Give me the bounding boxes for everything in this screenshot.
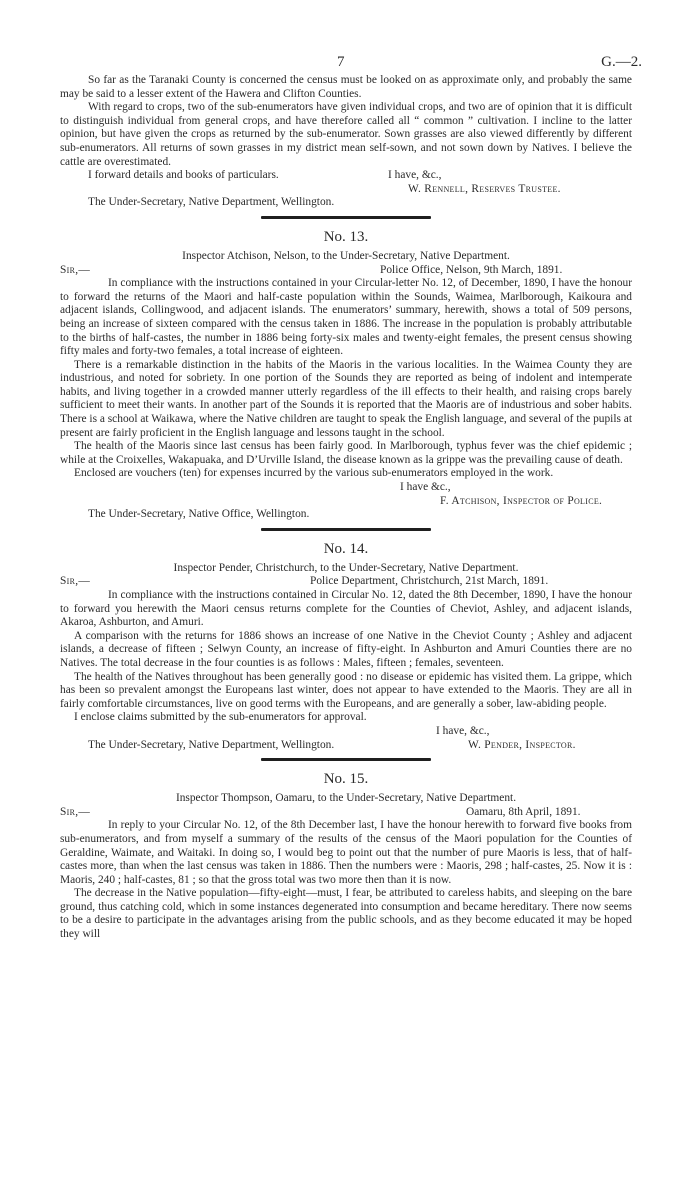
intro-signature-line [60,183,632,197]
section-13-signature-line [60,495,632,509]
document-page [60,54,642,942]
section-14-paragraph-2: A comparison with the returns for 1886 shows an increase of one Native in the Cheviot County ; Ashley and adjacent islands, a decrease of fifteen ; Selwyn County, an increase of fifty-eight. In Ashburton and Amuri Counties there are no Natives. The total decrease in the four counties is as follows : Males, fifteen ; females, seventeen. [60,629,632,669]
section-divider [261,758,431,761]
intro-paragraph-2: With regard to crops, two of the sub-enumerators have given individual crops, and two are of opinion that it is difficult to distinguish individual from general crops, and have therefore called all “ common ” cultivation. I incline to the latter opinion, but have given the crops as returned by the sub-enumerator. Sown grasses are also viewed differently by different sub-enumerators. All returns of sown grasses in my district mean self-sown, and not sown down by Natives. I believe the cattle are overestimated. [60,101,632,168]
section-divider [261,528,431,531]
section-14-signature: W. Pender, Inspector. [468,738,576,751]
section-13-i-have: I have &c., [400,481,451,494]
section-14-subheading: Inspector Pender, Christchurch, to the Under-Secretary, Native Department. [173,561,519,574]
section-15-place-date: Oamaru, 8th April, 1891. [466,805,581,818]
section-13-number: No. 13. [323,228,369,245]
intro-i-have: I have, &c., [388,169,442,182]
intro-forward-line [60,169,632,183]
section-13-salutation: Sir,— [60,263,91,276]
section-13-place-date: Police Office, Nelson, 9th March, 1891. [380,263,563,276]
section-14-paragraph-3: The health of the Natives throughout has been generally good : no disease or epidemic has visited them. La grippe, which has been so prevalent amongst the Europeans last winter, does not appear to have extended to the Maoris. They are all in fairly comfortable circumstances, live on good terms with the Europeans, and are generally a sober, law-abiding people. [60,670,632,710]
section-13-salutation-line [60,264,632,278]
section-14-closing-line [60,739,632,753]
section-14-addressee: The Under-Secretary, Native Department, Wellington. [88,738,335,751]
intro-addressee-line [60,196,632,210]
section-15-salutation-line [60,806,632,820]
section-13-paragraph-1: In compliance with the instructions contained in your Circular-letter No. 12, of December, 1890, I have the honour to forward the returns of the Maori and half-caste population within the Sounds, Waimea, Marlborough, Kaikoura and adjacent islands, Collingwood, and adjacent islands. The enumerators’ summary, herewith, shows a total of 509 persons, being an increase of sixteen compared with the census taken in 1886. The increase in the population is probably attributable to the births of half-castes, the number in 1886 being forty-six males and twenty-eight females, the present census showing fifty males and forty-two females, a total increase of eighteen. [60,277,632,358]
section-15-number: No. 15. [323,771,369,788]
section-15-paragraph-1: In reply to your Circular No. 12, of the 8th December last, I have the honour herewith to forward five books from sub-enumerators, and from myself a summary of the results of the census of the Maori population for the Counties of Geraldine, Waimate, and Waitaki. In doing so, I would beg to point out that the number of pure Maoris is less, that of half-castes more, than when the last census was taken in 1886. Then the numbers were : Maoris, 298 ; half-castes, 25. Now it is : Maoris, 240 ; half-castes, 81 ; so that the gross total was two more then than it is now. [60,819,632,886]
section-15-salutation: Sir,— [60,805,91,818]
section-13-signature: F. Atchison, Inspector of Police. [440,494,603,507]
section-14-number: No. 14. [323,540,369,557]
intro-paragraph-1: So far as the Taranaki County is concerned the census must be looked on as approximate only, and probably the same may be said to a lesser extent of the Hawera and Clifton Counties. [60,74,632,100]
section-divider [261,216,431,219]
section-15-subheading: Inspector Thompson, Oamaru, to the Under-Secretary, Native Department. [175,792,517,805]
section-14-i-have: I have, &c., [436,724,490,737]
page-header [60,54,642,74]
section-13-paragraph-2: There is a remarkable distinction in the habits of the Maoris in the various localities. In the Waimea County they are industrious, and noted for sobriety. In one portion of the Sounds they are reported as being of indolent and intemperate habits, and living together in a crowded manner utterly regardless of the ill effects to their health, and raising crops barely sufficient to meet their wants. In another part of the Sounds it is reported that the Maoris are of industrious and sober habits. There is a school at Waikawa, where the Native children are taught to speak the English language, and several of the pupils at present are fairly proficient in the English language and lessons taught in the school. [60,358,633,439]
section-14-salutation-line [60,575,632,589]
intro-forward-text: I forward details and books of particulars. [88,169,279,182]
section-14-i-have-line [60,725,632,739]
section-14-paragraph-1: In compliance with the instructions contained in Circular No. 12, dated the 8th December, 1890, I have the honour to forward you herewith the Maori census returns complete for the Counties of Cheviot, Ashley, and adjacent islands, Akaroa, Ashburton, and Amuri. [60,589,632,629]
section-15-paragraph-2: The decrease in the Native population—fifty-eight—must, I fear, be attributed to careless habits, and sleeping on the bare ground, thus catching cold, which in some instances degenerated into consumption and became hereditary. There now seems to be a desire to participate in the advantages arising from the public schools, and as they become educated it may be hoped they will [60,887,632,941]
section-14-paragraph-4: I enclose claims submitted by the sub-enumerators for approval. [74,711,367,724]
section-13-addressee-line [60,508,632,522]
section-13-subheading: Inspector Atchison, Nelson, to the Under-Secretary, Native Department. [182,249,510,262]
section-14-place-date: Police Department, Christchurch, 21st March, 1891. [310,575,549,588]
section-13-paragraph-3: The health of the Maoris since last census has been fairly good. In Marlborough, typhus fever was the chief epidemic ; while at the Croixelles, Wakapuaka, and D’Urville Island, the disease known as la grippe was the prevailing cause of death. [60,440,632,466]
document-reference: G.—2. [601,54,642,70]
page-number: 7 [337,54,345,70]
intro-addressee: The Under-Secretary, Native Department, Wellington. [88,196,335,209]
section-13-addressee: The Under-Secretary, Native Office, Wellington. [88,508,310,521]
section-13-paragraph-4: Enclosed are vouchers (ten) for expenses incurred by the various sub-enumerators employed in the work. [74,467,554,480]
section-13-i-have-line [60,481,632,495]
intro-signature: W. Rennell, Reserves Trustee. [408,182,561,195]
section-14-salutation: Sir,— [60,575,91,588]
